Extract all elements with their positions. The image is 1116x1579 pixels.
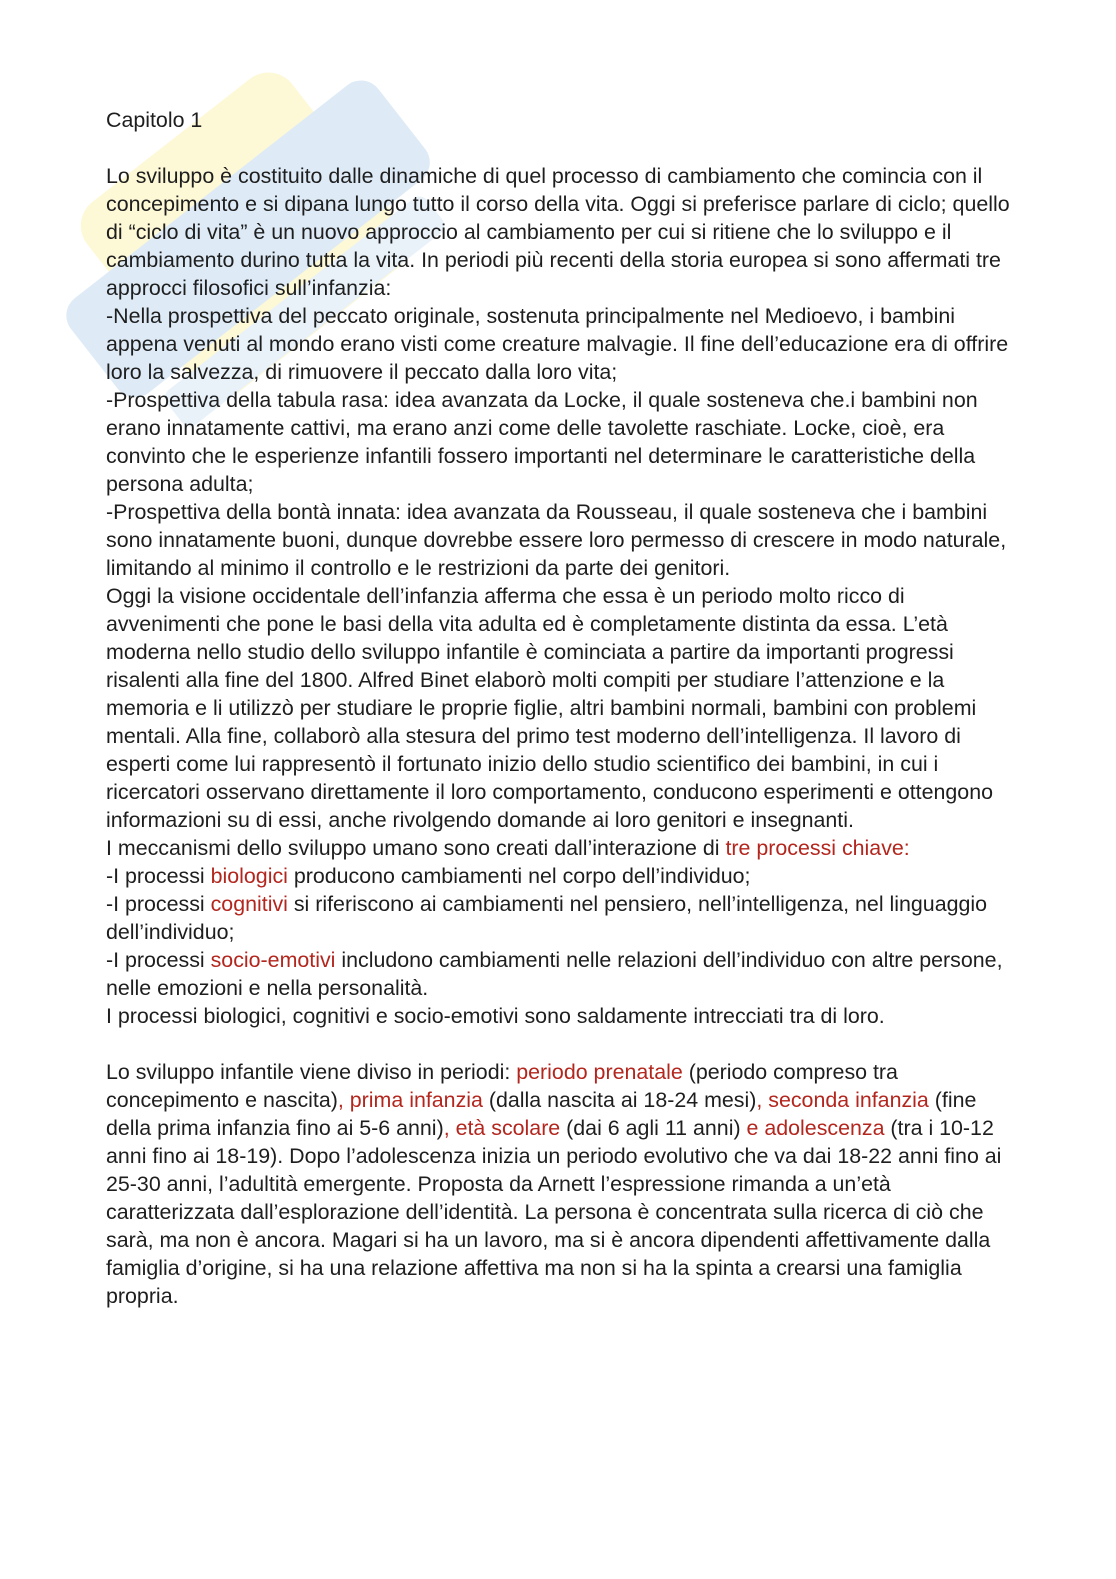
highlight-biological: biologici — [210, 864, 288, 888]
paragraph-tabula-rasa: -Prospettiva della tabula rasa: idea avanzata da Locke, il quale sosteneva che.i bambini non erano innatamente cattivi, ma erano anzi come delle tavolette raschiate. Locke, cioè, era convinto che le esperienze infantili fossero importanti nel determinare le caratteristiche della persona adulta; — [106, 388, 978, 496]
highlight-adolescence: e adolescenza — [746, 1116, 885, 1140]
periods-text-5: (dai 6 agli 11 anni) — [560, 1116, 747, 1140]
biological-prefix: -I processi — [106, 864, 211, 888]
document-page — [106, 106, 1011, 1310]
highlight-school-age: , età scolare — [443, 1116, 561, 1140]
paragraph-intertwined: I processi biologici, cognitivi e socio-emotivi sono saldamente intrecciati tra di loro. — [106, 1004, 885, 1028]
paragraph-periods — [106, 1058, 1011, 1310]
cognitive-suffix: si riferiscono ai cambiamenti nel pensiero, nell’intelligenza, nel linguaggio dell’individuo; — [106, 892, 988, 944]
periods-text-3: (dalla nascita ai 18-24 mesi) — [482, 1088, 757, 1112]
paragraph-gap — [106, 1030, 1011, 1058]
highlight-three-processes: tre processi chiave: — [725, 836, 910, 860]
paragraph-modern-view: Oggi la visione occidentale dell’infanzia afferma che essa è un periodo molto ricco di avvenimenti che pone le basi della vita adulta ed è completamente distinta da essa. L’età moderna nello studio dello sviluppo infantile è cominciata a partire da importanti progressi risalenti alla fine del 1800. Alfred Binet elaborò molti compiti per studiare l’attenzione e la memoria e li utilizzò per studiare le proprie figlie, altri bambini normali, bambini con problemi mentali. Alla fine, collaborò alla stesura del primo test moderno dell’intelligenza. Il lavoro di esperti come lui rappresentò il fortunato inizio dello studio scientifico dei bambini, in cui i ricercatori osservano direttamente il loro comportamento, conducono esperimenti e ottengono informazioni su di essi, anche rivolgendo domande ai loro genitori e insegnanti. — [106, 584, 994, 832]
paragraph-original-sin: -Nella prospettiva del peccato originale, sostenuta principalmente nel Medioevo, i bambini appena venuti al mondo erano visti come creature malvagie. Il fine dell’educazione era di offrire loro la salvezza, di rimuovere il peccato dalla loro vita; — [106, 304, 1009, 384]
highlight-prenatal: periodo prenatale — [516, 1060, 683, 1084]
highlight-socio-emotional: socio-emotivi — [210, 948, 336, 972]
three-processes-text: I meccanismi dello sviluppo umano sono creati dall’interazione di — [106, 836, 726, 860]
biological-suffix: producono cambiamenti nel corpo dell’individuo; — [287, 864, 751, 888]
socio-emotional-suffix: includono cambiamenti nelle relazioni dell’individuo con altre persone, nelle emozioni e nella personalità. — [106, 948, 1003, 1000]
paragraph-three-processes — [106, 834, 1011, 862]
paragraph-innate-goodness: -Prospettiva della bontà innata: idea avanzata da Rousseau, il quale sosteneva che i bambini sono innatamente buoni, dunque dovrebbe essere loro permesso di crescere in modo naturale, limitando al minimo il controllo e le restrizioni da parte dei genitori. — [106, 500, 1007, 580]
periods-text-6: (tra i 10-12 anni fino ai 18-19). Dopo l’adolescenza inizia un periodo evolutivo che va dai 18-22 anni fino ai 25-30 anni, l’adultità emergente. Proposta da Arnett l’espressione rimanda a un’età caratterizzata dall’esplorazione dell’identità. La persona è concentrata sulla ricerca di ciò che sarà, ma non è ancora. Magari si ha un lavoro, ma si è ancora dipendenti affettivamente dalla famiglia d’origine, si ha una relazione affettiva ma non si ha la spinta a crearsi una famiglia propria. — [106, 1116, 1002, 1308]
periods-text-1: Lo sviluppo infantile viene diviso in periodi: — [106, 1060, 517, 1084]
highlight-second-childhood: , seconda infanzia — [756, 1088, 929, 1112]
cognitive-prefix: -I processi — [106, 892, 211, 916]
periods-text-4: (fine della prima infanzia fino ai 5-6 anni) — [106, 1088, 977, 1140]
paragraph-cognitive — [106, 890, 1011, 946]
periods-text-2: (periodo compreso tra concepimento e nascita) — [106, 1060, 898, 1112]
paragraph-intro-text: Lo sviluppo è costituito dalle dinamiche di quel processo di cambiamento che comincia con il concepimento e si dipana lungo tutto il corso della vita. Oggi si preferisce parlare di ciclo; quello di “ciclo di vita” è un nuovo approccio al cambiamento per cui si ritiene che lo sviluppo e il cambiamento durino tutta la vita. In periodi più recenti della storia europea si sono affermati tre approcci filosofici sull’infanzia: — [106, 164, 1010, 300]
socio-emotional-prefix: -I processi — [106, 948, 211, 972]
highlight-early-childhood: , prima infanzia — [337, 1088, 483, 1112]
paragraph-biological — [106, 862, 1011, 890]
paragraph-intro — [106, 162, 1011, 302]
chapter-title: Capitolo 1 — [106, 108, 203, 132]
highlight-cognitive: cognitivi — [210, 892, 288, 916]
paragraph-socio-emotional — [106, 946, 1011, 1002]
